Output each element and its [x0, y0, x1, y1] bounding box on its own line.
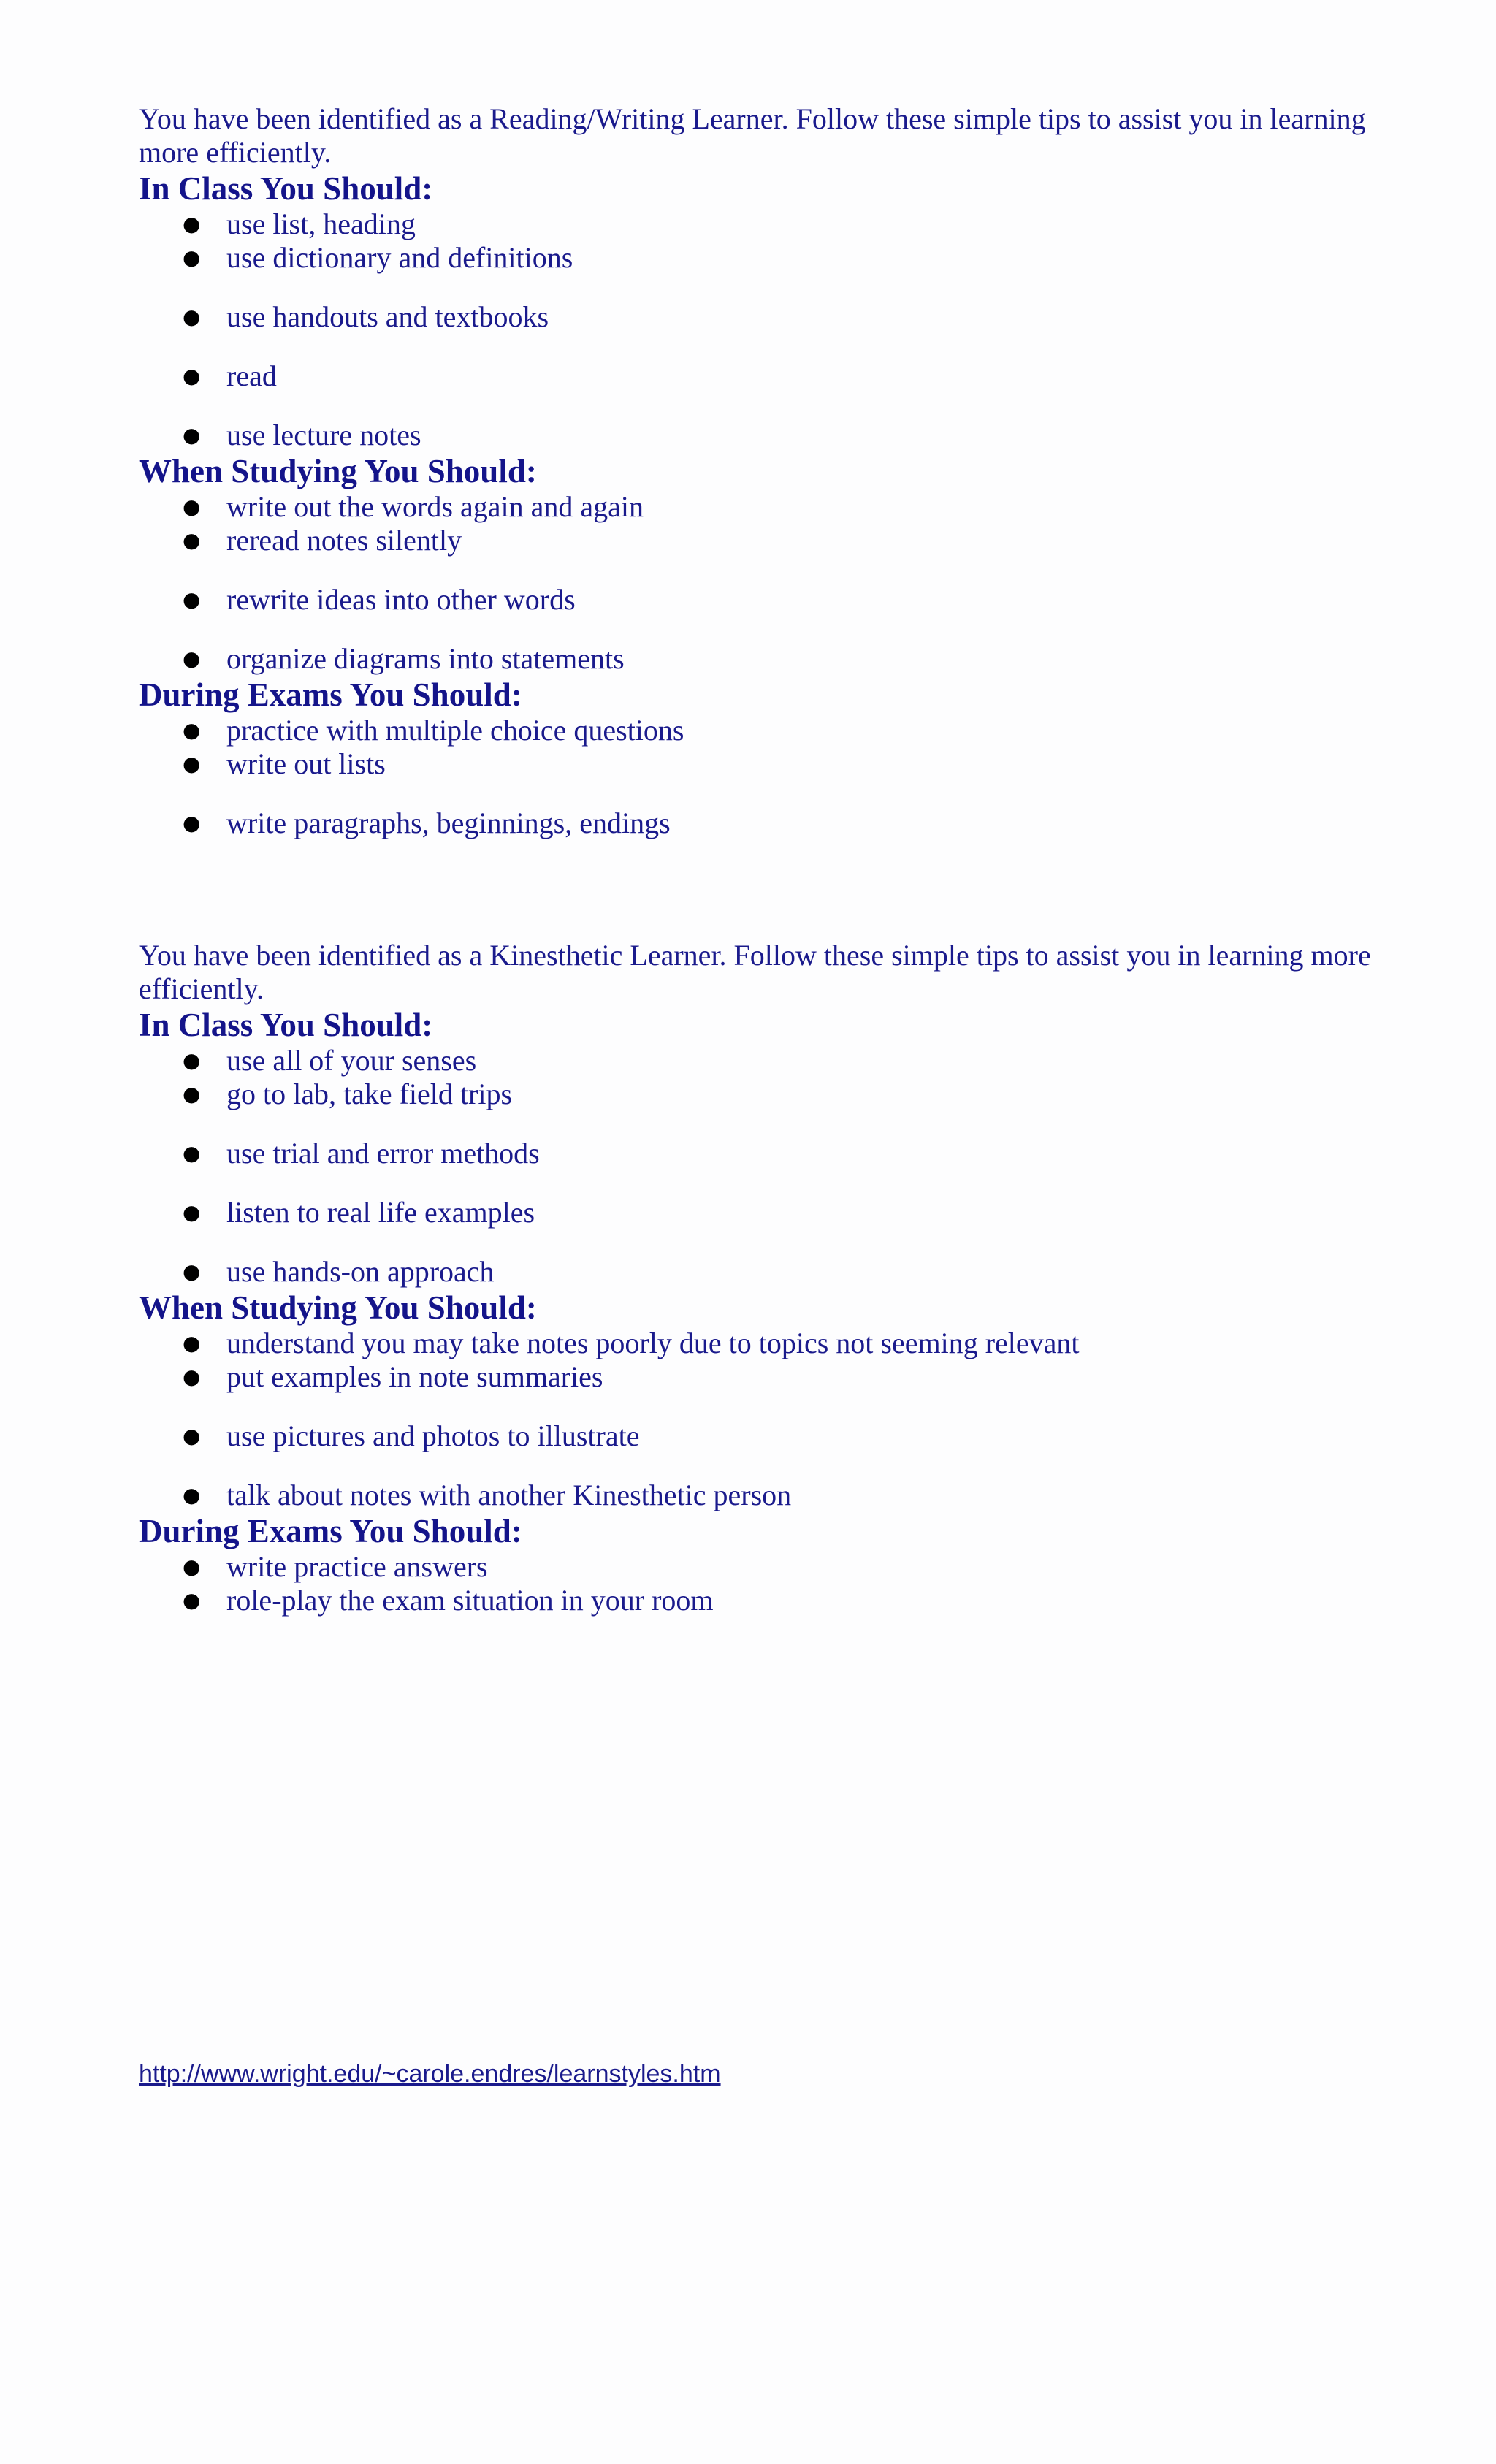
list-item: ● write out lists — [183, 747, 386, 780]
bullet-icon: ● — [183, 1424, 201, 1448]
document-content — [139, 102, 1381, 1617]
kin-in-class-list — [139, 1044, 1381, 1289]
list-item: ● use pictures and photos to illustrate — [183, 1419, 640, 1452]
bullet-icon: ● — [183, 718, 201, 742]
bullet-icon: ● — [183, 1483, 201, 1507]
bullet-icon: ● — [183, 1555, 201, 1579]
list-item: ● use all of your senses — [183, 1044, 477, 1077]
list-item: ● read — [183, 359, 277, 392]
bullet-icon: ● — [183, 1588, 201, 1612]
bullet-icon: ● — [183, 305, 201, 329]
list-item: ● use trial and error methods — [183, 1137, 540, 1170]
kin-exams-heading: During Exams You Should: — [139, 1513, 522, 1549]
bullet-icon: ● — [183, 752, 201, 776]
kin-studying-heading: When Studying You Should: — [139, 1289, 537, 1326]
list-item: ● put examples in note summaries — [183, 1360, 603, 1393]
kin-studying-list — [139, 1327, 1381, 1512]
list-item: ● use hands-on approach — [183, 1255, 495, 1288]
list-item: ● write paragraphs, beginnings, endings — [183, 806, 671, 839]
bullet-icon: ● — [183, 212, 201, 236]
list-item: ● use handouts and textbooks — [183, 300, 549, 333]
bullet-icon: ● — [183, 646, 201, 671]
list-item: ● write out the words again and again — [183, 490, 644, 523]
bullet-icon: ● — [183, 423, 201, 447]
kin-exams-list — [139, 1550, 1381, 1617]
list-item: ● role-play the exam situation in your room — [183, 1584, 714, 1617]
bullet-icon: ● — [183, 1082, 201, 1106]
bullet-icon: ● — [183, 587, 201, 611]
bullet-icon: ● — [183, 495, 201, 519]
list-item: ● use list, heading — [183, 207, 416, 240]
rw-exams-list — [139, 714, 1381, 840]
bullet-icon: ● — [183, 1048, 201, 1072]
list-item: ● reread notes silently — [183, 524, 462, 557]
list-item: ● practice with multiple choice questions — [183, 714, 684, 747]
bullet-icon: ● — [183, 245, 201, 270]
rw-in-class-heading: In Class You Should: — [139, 170, 433, 207]
list-item: ● organize diagrams into statements — [183, 642, 625, 675]
rw-studying-heading: When Studying You Should: — [139, 453, 537, 489]
rw-in-class-list — [139, 207, 1381, 452]
list-item: ● rewrite ideas into other words — [183, 583, 576, 616]
list-item: ● use dictionary and definitions — [183, 241, 573, 274]
reading-writing-intro: You have been identified as a Reading/Writing Learner. Follow these simple tips to assist you in learning more efficiently. — [139, 102, 1366, 169]
rw-exams-heading: During Exams You Should: — [139, 676, 522, 713]
list-item: ● understand you may take notes poorly due to topics not seeming relevant — [183, 1327, 1080, 1359]
bullet-icon: ● — [183, 1141, 201, 1165]
list-item: ● go to lab, take field trips — [183, 1077, 513, 1110]
bullet-icon: ● — [183, 1331, 201, 1355]
list-item: ● talk about notes with another Kinesthetic person — [183, 1479, 792, 1511]
kin-in-class-heading: In Class You Should: — [139, 1007, 433, 1043]
list-item: ● use lecture notes — [183, 419, 421, 451]
bullet-icon: ● — [183, 364, 201, 388]
bullet-icon: ● — [183, 811, 201, 835]
bullet-icon: ● — [183, 528, 201, 552]
list-item: ● listen to real life examples — [183, 1196, 535, 1229]
source-link[interactable]: http://www.wright.edu/~carole.endres/learnstyles.htm — [139, 2060, 721, 2088]
list-item: ● write practice answers — [183, 1550, 488, 1583]
rw-studying-list — [139, 490, 1381, 676]
bullet-icon: ● — [183, 1259, 201, 1284]
bullet-icon: ● — [183, 1200, 201, 1224]
kinesthetic-intro: You have been identified as a Kinesthetic Learner. Follow these simple tips to assist you in learning more efficiently. — [139, 939, 1371, 1005]
bullet-icon: ● — [183, 1365, 201, 1389]
